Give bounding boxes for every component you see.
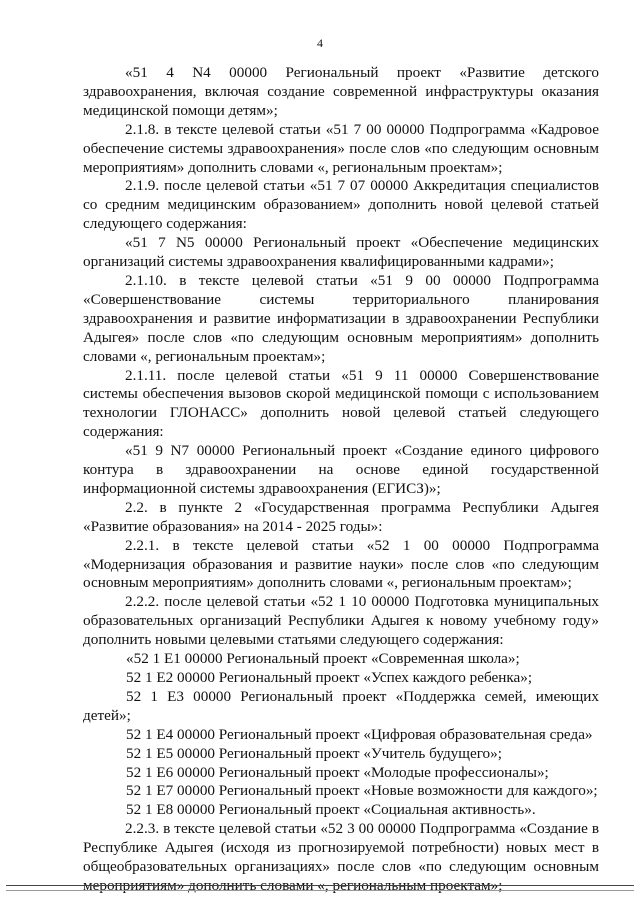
- paragraph-2-1-11: 2.1.11. после целевой статьи «51 9 11 00000 Совершенствование системы обеспечения вызовов скорой медицинской помощи с использованием технологии ГЛОНАСС» дополнить новой целевой статьей следующего содержания:: [83, 366, 599, 441]
- list-item-52-1-e4: 52 1 E4 00000 Региональный проект «Цифровая образовательная среда»: [126, 725, 593, 743]
- list-item-52-1-e3: 52 1 E3 00000 Региональный проект «Поддержка семей, имеющих детей»;: [83, 687, 599, 724]
- paragraph-2-2: 2.2. в пункте 2 «Государственная программа Республики Адыгея «Развитие образования» на 2014 - 2025 годы»:: [83, 498, 599, 535]
- page-number: 4: [317, 36, 323, 50]
- paragraph-51-9-n7: «51 9 N7 00000 Региональный проект «Создание единого цифрового контура в здравоохранении на основе единой государственной информационной системы здравоохранения (ЕГИСЗ)»;: [83, 442, 599, 497]
- list-item-52-1-e2: 52 1 E2 00000 Региональный проект «Успех каждого ребенка»;: [126, 669, 533, 686]
- paragraph-2-1-9: 2.1.9. после целевой статьи «51 7 07 00000 Аккредитация специалистов со средним медицинским образованием» дополнить новой целевой статьей следующего содержания:: [83, 177, 599, 233]
- list-item-52-1-e5: 52 1 E5 00000 Региональный проект «Учитель будущего»;: [126, 744, 502, 762]
- paragraph-51-7-n5: «51 7 N5 00000 Региональный проект «Обеспечение медицинских организаций системы здравоохранения квалифицированными кадрами»;: [83, 234, 599, 271]
- scan-edge-line: [6, 885, 634, 886]
- list-item-52-1-e7: 52 1 E7 00000 Региональный проект «Новые возможности для каждого»;: [126, 782, 598, 800]
- scan-edge-line-lower: [6, 890, 634, 891]
- document-body: [83, 64, 599, 896]
- paragraph-2-2-1: 2.2.1. в тексте целевой статьи «52 1 00 00000 Подпрограмма «Модернизация образования и развитие науки» после слов «по следующим основным мероприятиям» дополнить словами «, региональным проектам»;: [83, 536, 599, 592]
- list-item-52-1-e1: «52 1 E1 00000 Региональный проект «Современная школа»;: [126, 650, 520, 668]
- paragraph-2-1-8: 2.1.8. в тексте целевой статьи «51 7 00 00000 Подпрограмма «Кадровое обеспечение системы здравоохранения» после слов «по следующим основным мероприятиям» дополнить словами «, региональным проектам»;: [83, 120, 599, 176]
- paragraph-2-2-3: 2.2.3. в тексте целевой статьи «52 3 00 00000 Подпрограмма «Создание в Республике Адыгея (исходя из прогнозируемой потребности) новых мест в общеобразовательных организациях» после слов «по следующим основным мероприятиям» дополнить словами «, региональным проектам»;: [83, 820, 599, 894]
- paragraph-2-1-10: 2.1.10. в тексте целевой статьи «51 9 00 00000 Подпрограмма «Совершенствование системы территориального планирования здравоохранения и развитие информатизации в здравоохранении Республики Адыгея» после слов «по следующим основным мероприятиям» дополнить словами «, региональным проектам»;: [83, 271, 599, 365]
- list-item-52-1-e8: 52 1 E8 00000 Региональный проект «Социальная активность».: [126, 801, 536, 819]
- list-item-52-1-e6: 52 1 E6 00000 Региональный проект «Молодые профессионалы»;: [126, 763, 549, 781]
- paragraph-2-2-2: 2.2.2. после целевой статьи «52 1 10 00000 Подготовка муниципальных образовательных организаций Республики Адыгея к новому учебному году» дополнить новыми целевыми статьями следующего содержания:: [83, 593, 599, 649]
- paragraph-51-4-n4: «51 4 N4 00000 Региональный проект «Развитие детского здравоохранения, включая создание современной инфраструктуры оказания медицинской помощи детям»;: [83, 64, 599, 119]
